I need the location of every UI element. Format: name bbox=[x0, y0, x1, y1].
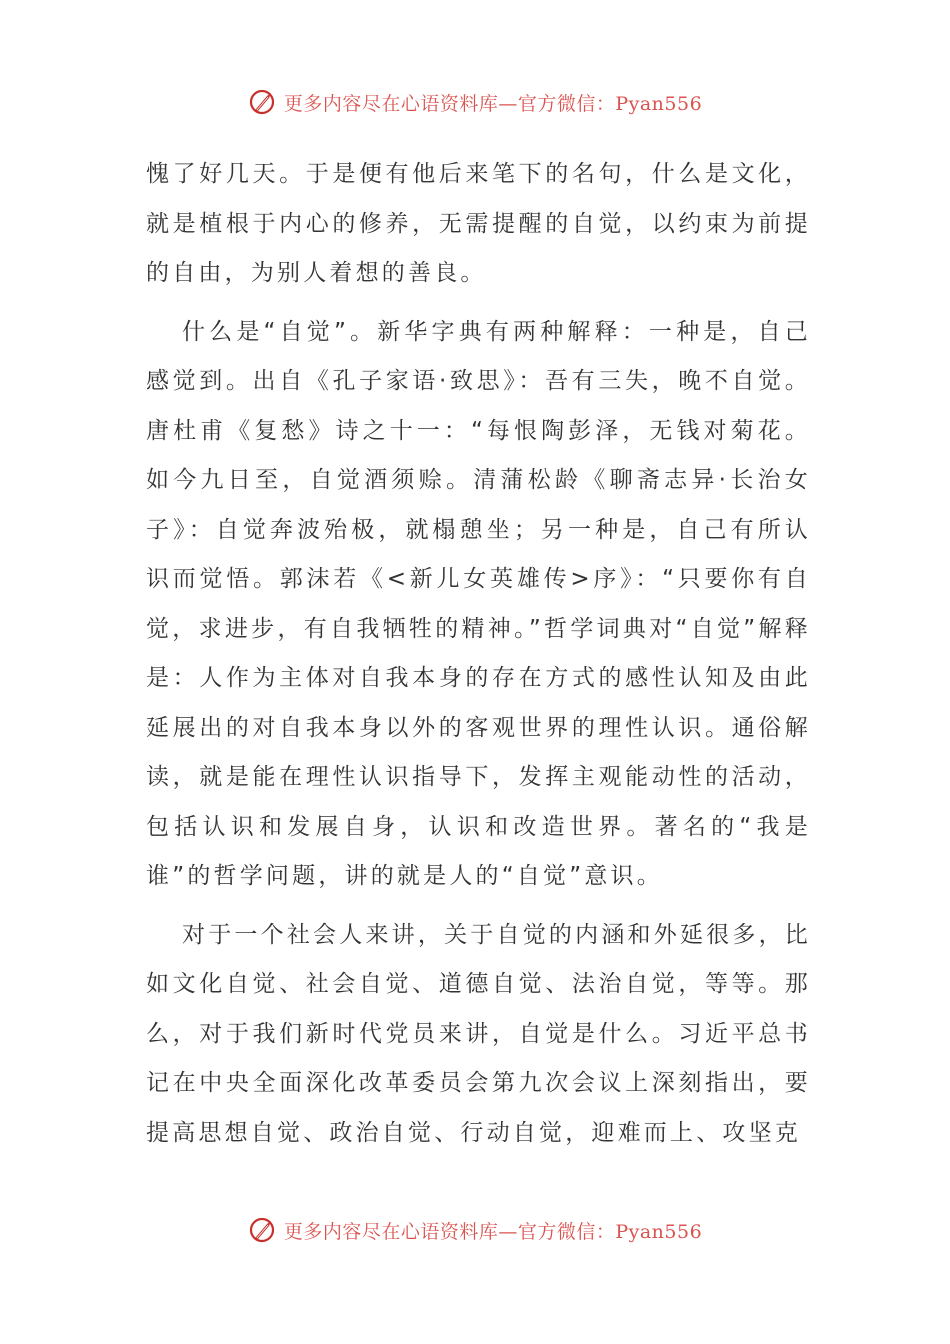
paragraph-1: 愧了好几天。于是便有他后来笔下的名句，什么是文化，就是植根于内心的修养，无需提醒的自觉，以约束为前提的自由，为别人着想的善良。 bbox=[146, 161, 811, 286]
pen-nib-circle-icon bbox=[248, 1215, 278, 1245]
pen-nib-circle-icon bbox=[248, 87, 278, 117]
footer-banner-text: 更多内容尽在心语资料库—官方微信：Pyan556 bbox=[283, 1220, 703, 1243]
paragraph-2: 什么是“自觉”。新华字典有两种解释：一种是，自己感觉到。出自《孔子家语·致思》：吾有三失，晚不自觉。唐杜甫《复愁》诗之十一：“每恨陶彭泽，无钱对菊花。如今九日至，自觉酒须赊。清蒲松龄《聊斋志异·长治女子》：自觉奔波殆极，就榻憩坐；另一种是，自己有所认识而觉悟。郭沫若《<新儿女英雄传>序》：“只要你有自觉，求进步，有自我牺牲的精神。”哲学词典对“自觉”解释是：人作为主体对自我本身的存在方式的感性认知及由此延展出的对自我本身以外的客观世界的理性认识。通俗解读，就是能在理性认识指导下，发挥主观能动性的活动，包括认识和发展自身，认识和改造世界。著名的“我是谁”的哲学问题，讲的就是人的“自觉”意识。 bbox=[146, 318, 811, 889]
paragraph-3: 对于一个社会人来讲，关于自觉的内涵和外延很多，比如文化自觉、社会自觉、道德自觉、法治自觉，等等。那么，对于我们新时代党员来讲，自觉是什么。习近平总书记在中央全面深化改革委员会第九次会议上深刻指出，要提高思想自觉、政治自觉、行动自觉，迎难而上、攻坚克 bbox=[146, 921, 811, 1146]
header-banner bbox=[0, 82, 950, 122]
footer-banner bbox=[0, 1210, 950, 1250]
header-banner-text: 更多内容尽在心语资料库—官方微信：Pyan556 bbox=[283, 92, 703, 115]
document-body bbox=[146, 150, 811, 1167]
